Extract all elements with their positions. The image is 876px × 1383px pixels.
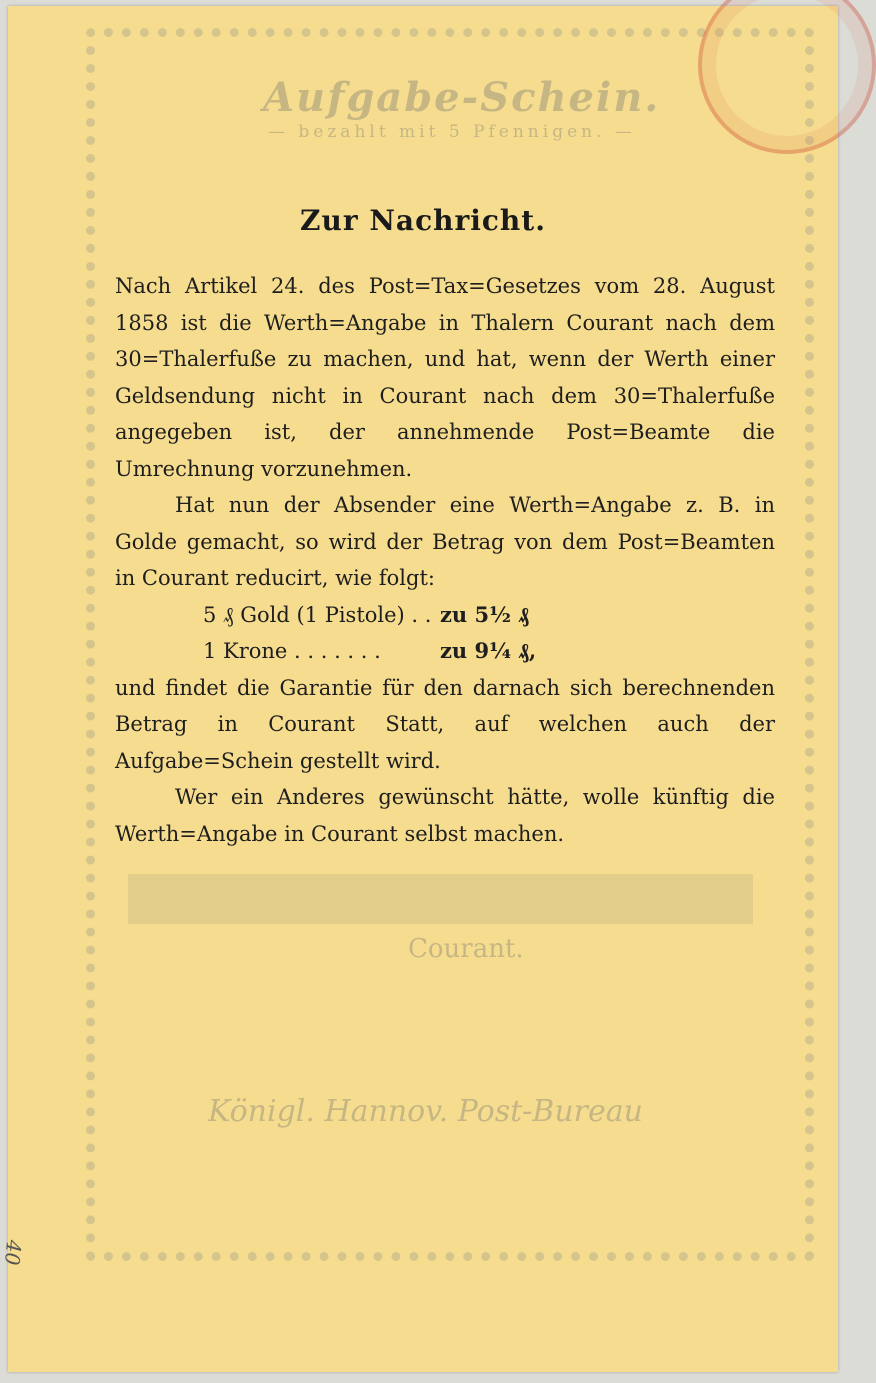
reverse-side-courant: Courant. — [408, 934, 524, 964]
rate-row-gold — [115, 597, 775, 634]
paragraph-1: Nach Artikel 24. des Post=Tax=Gesetzes vom 28. August 1858 ist die Werth=Angabe in Thalern Courant nach dem 30=Thalerfuße zu machen, und hat, wenn der Werth einer Geldsendung nicht in Courant nach dem 30=Thalerfuße angegeben ist, der annehmende Post=Beamte die Umrechnung vorzunehmen. — [115, 274, 775, 481]
paragraph-3: und findet die Garantie für den darnach sich berechnenden Betrag in Courant Statt, auf welchen auch der Aufgabe=Schein gestellt wird. — [115, 675, 775, 773]
document-sheet — [0, 6, 838, 1372]
pencil-note: 40 — [0, 1238, 27, 1267]
paragraph-4: Wer ein Anderes gewünscht hätte, wolle künftig die Werth=Angabe in Courant selbst machen. — [115, 785, 775, 846]
reverse-side-subtitle: — bezahlt mit 5 Pfennigen. — — [268, 122, 636, 142]
reverse-side-office: Königl. Hannov. Post-Bureau — [208, 1094, 643, 1129]
reverse-side-band — [128, 874, 753, 924]
notice-body — [115, 268, 775, 852]
rate-value: zu 9¼ ₰, — [440, 638, 537, 663]
rate-label: 1 Krone . . . . . . . — [203, 639, 381, 663]
page-title: Zur Nachricht. — [300, 204, 546, 237]
paragraph-2: Hat nun der Absender eine Werth=Angabe z. B. in Golde gemacht, so wird der Betrag von dem Post=Beamten in Courant reducirt, wie folgt: — [115, 493, 775, 590]
reverse-side-title: Aufgabe-Schein. — [263, 74, 661, 121]
rate-row-krone — [115, 633, 775, 670]
rate-label: 5 ₰ Gold (1 Pistole) . . — [203, 602, 432, 627]
rate-value: zu 5½ ₰ — [440, 601, 529, 627]
